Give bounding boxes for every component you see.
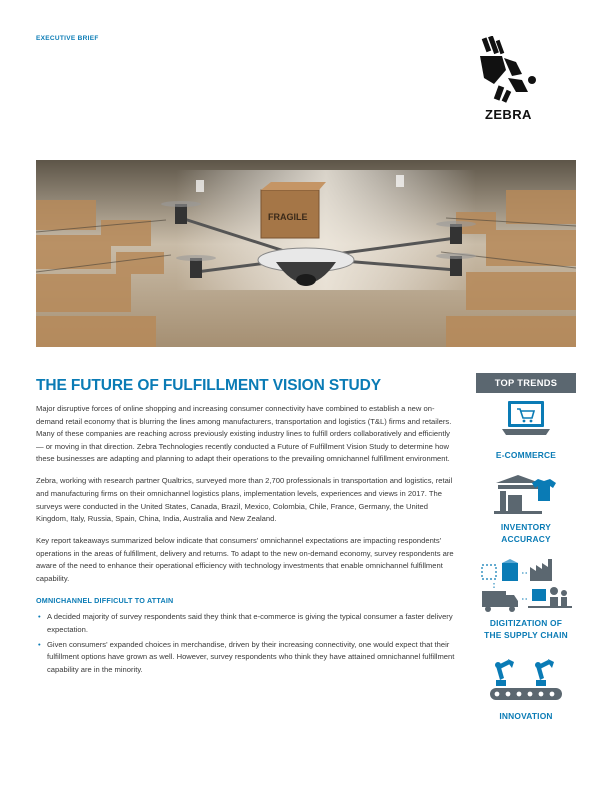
bullet-item: • Given consumers' expanded choices in merchandise, driven by their increasing connectivity, one would expect that their fulfillment options have grown as well. However, survey respondents who think they have attained omnichannel fulfillment capability are in the minority. (36, 639, 458, 677)
body-copy (36, 403, 458, 678)
hero-drone-warehouse-image (36, 160, 576, 347)
laptop-cart-icon (502, 399, 550, 439)
trend-label-line2: ACCURACY (501, 534, 551, 544)
takeaways-paragraph: Key report takeaways summarized below indicate that consumers' omnichannel expectations are impacting respondents' operations in the areas of fulfillment, delivery and returns. To adapt to the new on-demand economy, survey respondents are aware of the need to enhance their operational efficiency with technology investments that enable omnichannel fulfillment capability. (36, 536, 454, 583)
zebra-logo-icon (478, 36, 540, 104)
trend-label-line2: THE SUPPLY CHAIN (484, 630, 568, 640)
top-trends-sidebar (476, 373, 576, 721)
box-label: FRAGILE (268, 212, 308, 222)
methodology-paragraph: Zebra, working with research partner Qualtrics, surveyed more than 2,700 professionals in transportation and logistics, retail and manufacturing firms on their omnichannel logistics plans, implementation levels, experiences and views in 2017. The surveys were conducted in the United States, Canada, Brazil, Mexico, Colombia, Chile, France, Germany, the United Kingdom, Italy, Russia, Spain, China, India, Australia and New Zealand. (36, 476, 453, 524)
robot-arms-conveyor-icon (488, 656, 564, 702)
supply-chain-icon (478, 559, 574, 615)
trend-label: INNOVATION (499, 711, 553, 721)
trend-digitization (476, 559, 576, 641)
trend-label: INVENTORY (500, 522, 552, 532)
page-title: THE FUTURE OF FULFILLMENT VISION STUDY (36, 377, 381, 394)
trend-label: DIGITIZATION OF (489, 618, 563, 628)
brand-wordmark: ZEBRA (485, 107, 532, 122)
bullet-list (36, 611, 458, 676)
section-subhead: OMNICHANNEL DIFFICULT TO ATTAIN (36, 595, 174, 605)
trend-label: E-COMMERCE (495, 450, 557, 460)
intro-paragraph: Major disruptive forces of online shopping and increasing consumer connectivity have combined to establish a new on-demand retail economy that is blurring the lines among manufacturers, transportation and logistics (T&L) firms and retailers. Many of these companies are reaching across previously existing industry lines to fulfill orders collaboratively and efficiently — or moving in that direction. Zebra Technologies recently conducted a Future of Fulfillment Vision Study to determine how these businesses are adapting and planning to adapt their operations to the prevailing omnichannel fulfillment environment. (36, 404, 452, 464)
storefront-shirt-icon (494, 473, 558, 515)
top-trends-heading: TOP TRENDS (476, 373, 576, 393)
trend-inventory-accuracy (476, 473, 576, 545)
document-type-label: EXECUTIVE BRIEF (36, 35, 99, 42)
bullet-item: • A decided majority of survey respondents said they think that e-commerce is giving the typical consumer a faster delivery expectation. (36, 611, 458, 636)
trend-ecommerce (476, 399, 576, 461)
trend-innovation (476, 656, 576, 722)
